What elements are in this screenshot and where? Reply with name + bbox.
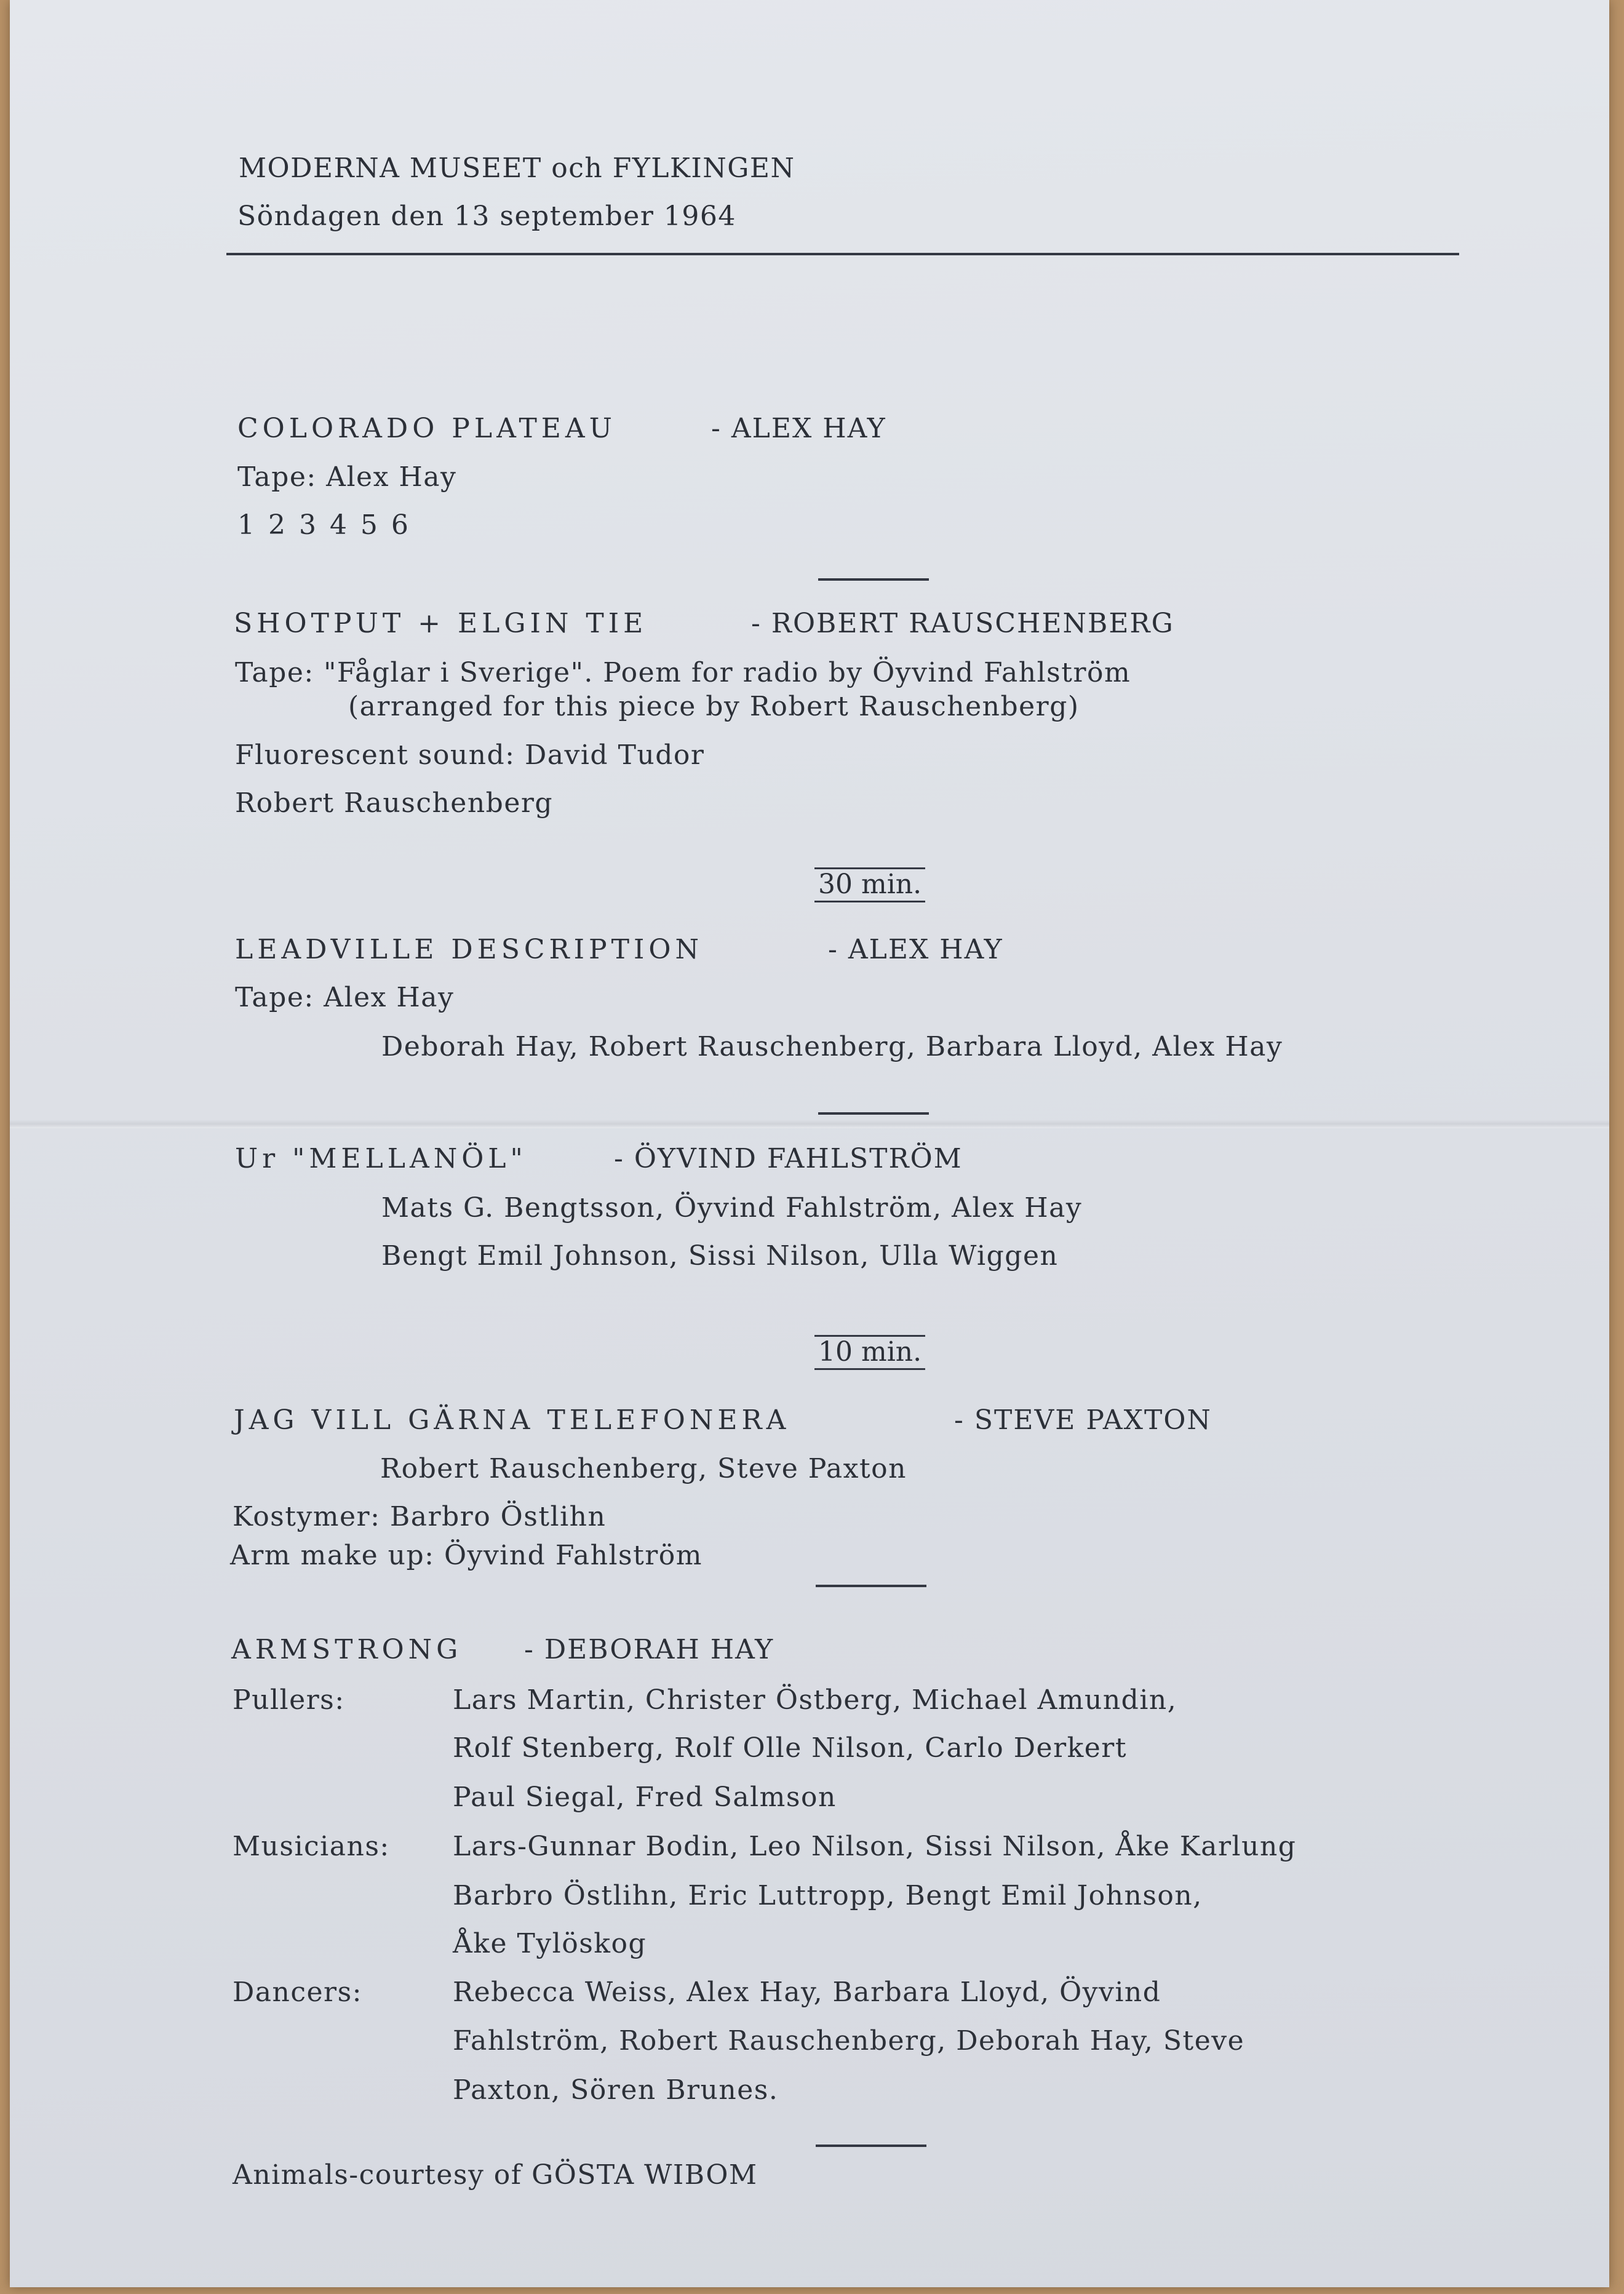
piece-author: - STEVE PAXTON: [954, 1404, 1212, 1436]
role-line: Barbro Östlihn, Eric Luttropp, Bengt Emil Johnson,: [453, 1880, 1203, 1911]
header-rule: [226, 253, 1459, 255]
piece-title: JAG VILL GÄRNA TELEFONERA: [234, 1404, 790, 1436]
piece-line: (arranged for this piece by Robert Rauschenberg): [348, 691, 1080, 722]
piece-author: - ÖYVIND FAHLSTRÖM: [614, 1143, 963, 1174]
program-sheet: [10, 0, 1609, 2287]
piece-line: Kostymer: Barbro Östlihn: [233, 1501, 607, 1532]
role-line: Åke Tylöskog: [453, 1928, 647, 1959]
intermission-marker: 30 min.: [814, 867, 925, 902]
piece-line: Arm make up: Öyvind Fahlström: [230, 1540, 703, 1571]
role-line: Fahlström, Robert Rauschenberg, Deborah Hay, Steve: [453, 2025, 1245, 2057]
role-line: Rebecca Weiss, Alex Hay, Barbara Lloyd, Öyvind: [453, 1977, 1161, 2008]
role-line: Lars-Gunnar Bodin, Leo Nilson, Sissi Nilson, Åke Karlung: [453, 1831, 1297, 1862]
piece-line: Tape: "Fåglar i Sverige". Poem for radio by Öyvind Fahlström: [235, 657, 1131, 688]
header-organizers: MODERNA MUSEET och FYLKINGEN: [239, 153, 795, 184]
piece-title: SHOTPUT + ELGIN TIE: [234, 608, 648, 639]
piece-line: Tape: Alex Hay: [235, 982, 455, 1013]
role-line: Rolf Stenberg, Rolf Olle Nilson, Carlo Derkert: [453, 1732, 1128, 1764]
section-separator: [816, 2145, 926, 2147]
piece-title: COLORADO PLATEAU: [237, 413, 616, 444]
piece-line: Bengt Emil Johnson, Sissi Nilson, Ulla Wiggen: [381, 1240, 1059, 1272]
footer-credit: Animals-courtesy of GÖSTA WIBOM: [233, 2159, 758, 2191]
role-label: Musicians:: [233, 1831, 390, 1862]
section-separator: [816, 1585, 926, 1587]
section-separator: [818, 1112, 929, 1115]
intermission-marker: 10 min.: [814, 1335, 925, 1370]
section-separator: [818, 578, 929, 581]
piece-title: LEADVILLE DESCRIPTION: [235, 934, 703, 965]
piece-title: Ur "MELLANÖL": [235, 1143, 527, 1174]
paper-fold: [10, 1120, 1609, 1128]
piece-author: - ALEX HAY: [828, 934, 1003, 965]
role-line: Paul Siegal, Fred Salmson: [453, 1782, 837, 1813]
piece-title: ARMSTRONG: [231, 1634, 463, 1665]
piece-line: Robert Rauschenberg, Steve Paxton: [380, 1453, 907, 1484]
role-label: Pullers:: [233, 1684, 345, 1716]
piece-author: - ALEX HAY: [711, 413, 886, 444]
role-line: Paxton, Sören Brunes.: [453, 2074, 779, 2106]
piece-line: Robert Rauschenberg: [235, 787, 554, 819]
piece-line: Mats G. Bengtsson, Öyvind Fahlström, Alex Hay: [381, 1192, 1083, 1224]
piece-line: Deborah Hay, Robert Rauschenberg, Barbara Lloyd, Alex Hay: [381, 1031, 1283, 1062]
piece-author: - DEBORAH HAY: [524, 1634, 774, 1665]
piece-line: Tape: Alex Hay: [237, 461, 457, 493]
role-label: Dancers:: [233, 1977, 362, 2008]
role-line: Lars Martin, Christer Östberg, Michael Amundin,: [453, 1684, 1177, 1716]
header-date: Söndagen den 13 september 1964: [237, 201, 736, 232]
piece-line: Fluorescent sound: David Tudor: [235, 739, 705, 771]
piece-line: 1 2 3 4 5 6: [237, 509, 411, 541]
piece-author: - ROBERT RAUSCHENBERG: [751, 608, 1174, 639]
